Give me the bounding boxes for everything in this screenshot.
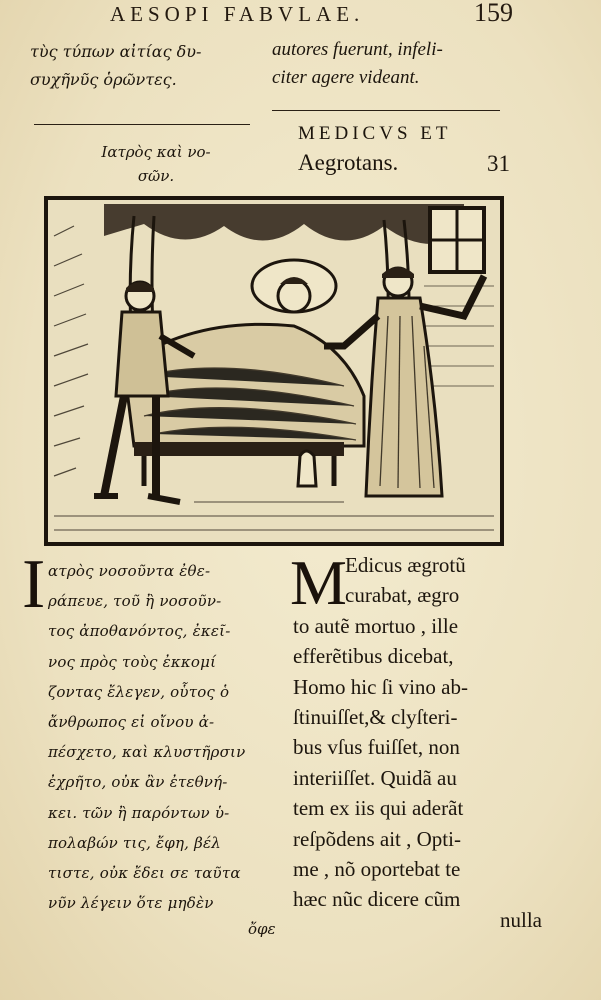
carryover-latin-line: citer agere videant. [272,67,420,88]
fable-title-greek-line: σῶν. [137,167,175,185]
latin-line: curabat, ægro [345,583,460,608]
latin-line: Edicus ægrotũ [345,553,466,577]
carryover-latin [272,36,527,92]
catchword-greek: ὄφε [248,920,276,938]
greek-line: νος πρὸς τοὺς ἐκκομί [48,652,217,671]
latin-line: Homo hic ſi vino ab- [293,674,468,699]
greek-line: ζοντας ἔλεγεν, οὗτος ὁ [48,682,230,701]
page-number: 159 [474,0,513,27]
latin-line: to autẽ mortuo , ille [293,613,459,638]
drop-cap-greek: Ι [22,546,46,623]
carryover-greek-line: τὺς τύπων αἰτίας δυ- [30,42,202,61]
divider-rule-right [272,110,500,111]
carryover-latin-line: autores fuerunt, infeli- [272,39,443,60]
greek-text-column [48,556,283,918]
latin-line: efferẽtibus dicebat, [293,644,454,669]
carryover-greek-line: συχῆνῦς ὁρῶντες. [30,70,177,89]
latin-line: bus vſus fuiſſet, non [293,735,460,760]
woodcut-illustration [44,196,504,546]
latin-line: me , nõ oportebat te [293,857,461,882]
drop-cap-latin: M [290,547,347,618]
fable-title-greek-line: Ιατρὸς καὶ νο- [101,143,211,161]
catchword-latin: nulla [500,908,542,932]
greek-line: κει. τῶν ἢ παρόντων ὑ- [48,803,230,822]
greek-line: ράπευε, τοῦ ἢ νοσοῦν- [48,592,222,611]
greek-line: πολαβών τις, ἔφη, βέλ [48,833,221,852]
fable-title-latin: MEDICVS ET [298,123,452,144]
greek-line: τιστε, οὐκ ἔδει σε ταῦτα [48,864,241,883]
greek-line: ἐχρῆτο, οὐκ ἂν ἐτεθνή- [48,773,228,792]
greek-line: ἄνθρωπος εἰ οἴνου ἀ- [48,713,215,732]
greek-line: ατρὸς νοσοῦντα ἐθε- [48,562,211,580]
latin-line: ſtinuiſſet,& clyſteri- [293,705,458,730]
latin-line: hæc nũc dicere cũm [293,887,461,912]
greek-line: τος ἀποθανόντος, ἐκεῖ- [48,622,231,641]
latin-line: interiiſſet. Quidã au [293,765,457,790]
greek-line: πέσχετο, καὶ κλυστῆρσιν [48,743,246,762]
latin-text-column [293,550,543,915]
latin-line: reſpõdens ait , Opti- [293,826,461,851]
running-head: AESOPI FABVLAE. [110,2,365,26]
fable-subtitle-latin: Aegrotans. [298,150,399,175]
greek-line: νῦν λέγειν ὅτε μηδὲν [48,894,214,913]
fable-number: 31 [487,151,510,176]
divider-rule-left [34,124,250,125]
latin-line: tem ex iis qui aderãt [293,796,464,821]
carryover-greek [30,38,260,94]
fable-title-greek [66,140,246,188]
